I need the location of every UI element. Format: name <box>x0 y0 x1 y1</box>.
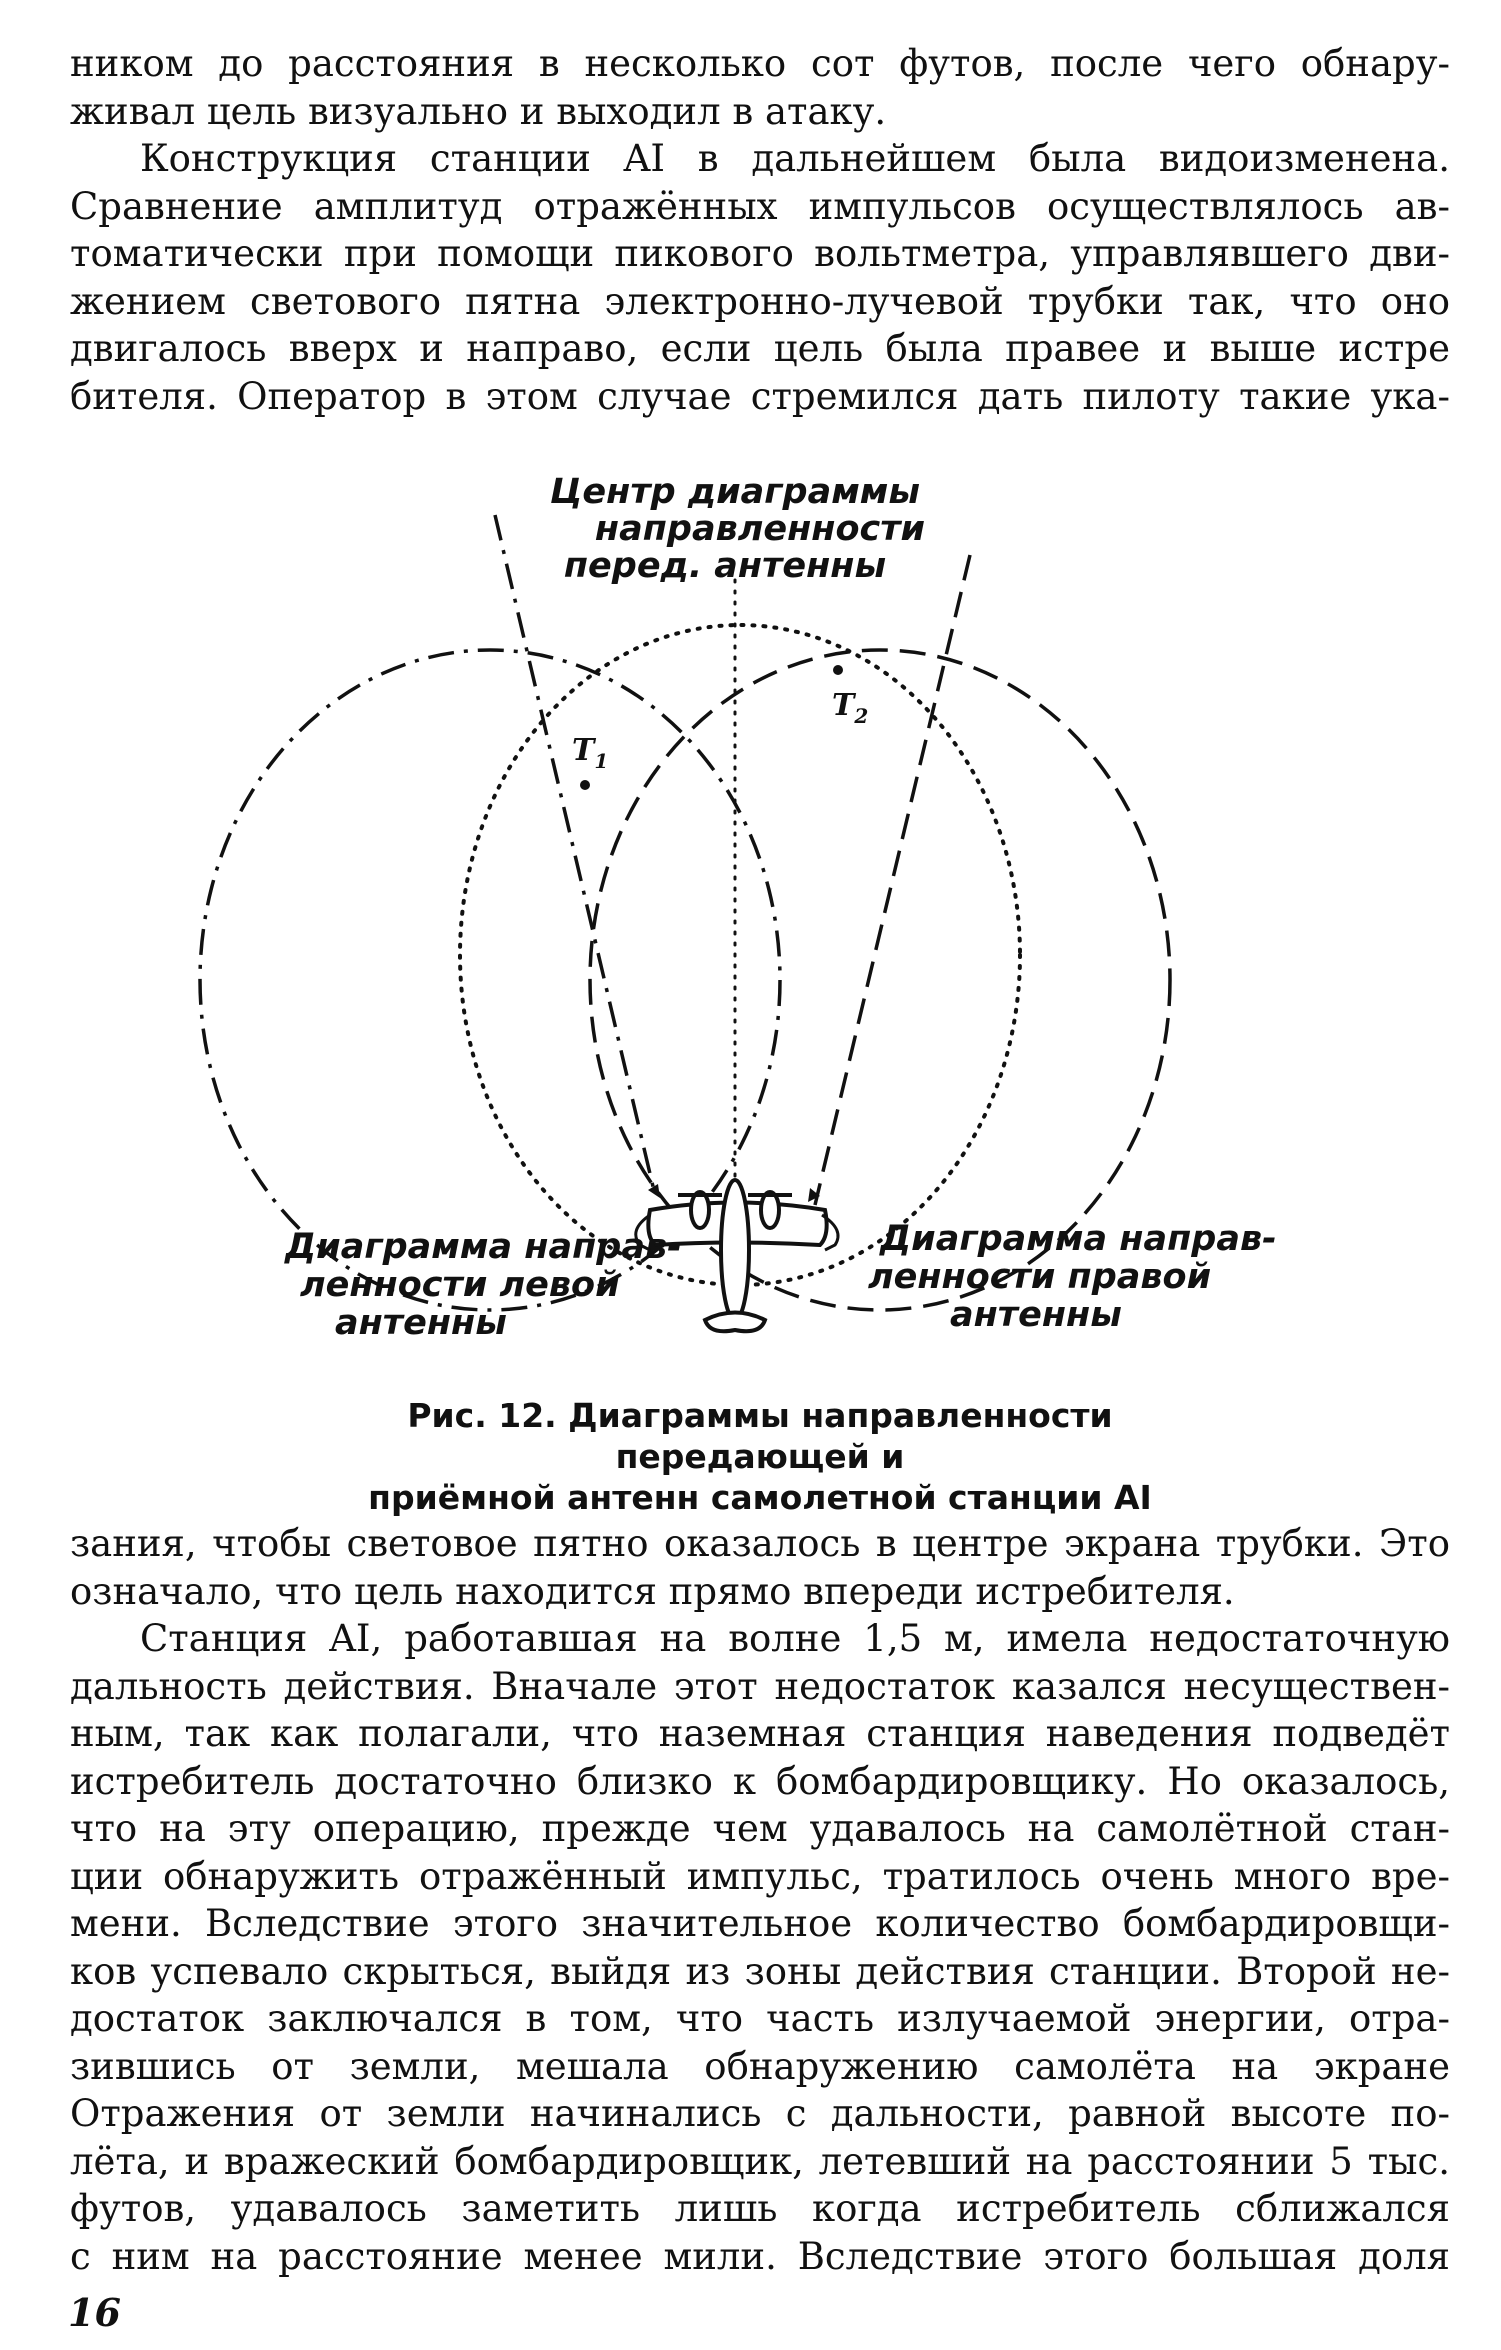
target-2-dot <box>833 665 843 675</box>
right-label-line-1: Диаграмма направ- <box>880 1219 1277 1259</box>
text-line: Отражения от земли начинались с дальности, равной высоте по- <box>70 2092 1450 2135</box>
caption-line-1: Рис. 12. Диаграммы направленности передающей и <box>407 1396 1113 1476</box>
text-line: ции обнаружить отражённый импульс, тратилось очень много вре- <box>70 1854 1450 1898</box>
text-line: с ним на расстояние менее мили. Вследствие этого большая доля <box>70 2234 1450 2278</box>
center-label-line-1: Центр диаграммы <box>549 472 921 512</box>
bottom-paragraph <box>70 1520 1450 2280</box>
top-paragraph <box>70 40 1450 420</box>
text-line: Станция AI, работавшая на волне 1,5 м, имела недостаточную <box>140 1617 1450 1660</box>
target-2-label: $T_2$ <box>832 688 869 728</box>
figure-caption <box>280 1395 1240 1518</box>
text-line: мени. Вследствие этого значительное количество бомбардировщи- <box>70 1902 1450 1945</box>
center-label-line-3: перед. антенны <box>563 546 887 586</box>
left-label-line-3: антенны <box>335 1303 507 1343</box>
text-line: истребитель достаточно близко к бомбардировщику. Но оказалось, <box>70 1759 1450 1803</box>
left-direction-line <box>495 515 655 1195</box>
target-1-label: $T_1$ <box>572 733 609 773</box>
text-line: зания, чтобы световое пятно оказалось в центре экрана трубки. Это <box>70 1522 1450 1565</box>
text-line: живал цель визуально и выходил в атаку. <box>70 89 887 133</box>
text-line: дальность действия. Вначале этот недостаток казался несуществен- <box>70 1664 1450 1708</box>
text-line: что на эту операцию, прежде чем удавалось на самолётной стан- <box>70 1807 1450 1850</box>
page-number: 16 <box>68 2290 121 2335</box>
text-line: ным, так как полагали, что наземная станция наведения подведёт <box>70 1712 1450 1755</box>
text-line: жением светового пятна электронно-лучевой трубки так, что оно <box>70 279 1450 323</box>
text-line: лёта, и вражеский бомбардировщик, летевший на расстоянии 5 тыс. <box>70 2139 1450 2183</box>
text-line: двигалось вверх и направо, если цель была правее и выше истре <box>70 327 1450 370</box>
right-label-line-3: антенны <box>950 1295 1122 1335</box>
text-line: достаток заключался в том, что часть излучаемой энергии, отра- <box>70 1997 1450 2040</box>
center-label-line-2: направленности <box>594 509 926 549</box>
text-line: томатически при помощи пикового вольтметра, управлявшего дви- <box>70 232 1450 275</box>
text-line: означало, что цель находится прямо впереди истребителя. <box>70 1569 1235 1613</box>
antenna-diagram <box>0 450 1501 1350</box>
left-label-line-1: Диаграмма направ- <box>285 1227 682 1267</box>
text-line: зившись от земли, мешала обнаружению самолёта на экране <box>70 2044 1450 2088</box>
target-1-dot <box>580 780 590 790</box>
text-line: ником до расстояния в несколько сот футов, после чего обнару- <box>70 42 1450 85</box>
caption-line-2: приёмной антенн самолетной станции AI <box>368 1478 1152 1517</box>
right-label-line-2: ленности правой <box>868 1257 1212 1297</box>
text-line: Сравнение амплитуд отражённых импульсов осуществлялось ав- <box>70 184 1450 228</box>
left-label-line-2: ленности левой <box>300 1265 620 1305</box>
text-line: бителя. Оператор в этом случае стремился дать пилоту такие ука- <box>70 374 1450 418</box>
text-line: ков успевало скрыться, выйдя из зоны действия станции. Второй не- <box>70 1949 1450 1993</box>
text-line: Конструкция станции AI в дальнейшем была видоизменена. <box>140 137 1450 180</box>
text-line: футов, удавалось заметить лишь когда истребитель сближался <box>70 2187 1450 2230</box>
